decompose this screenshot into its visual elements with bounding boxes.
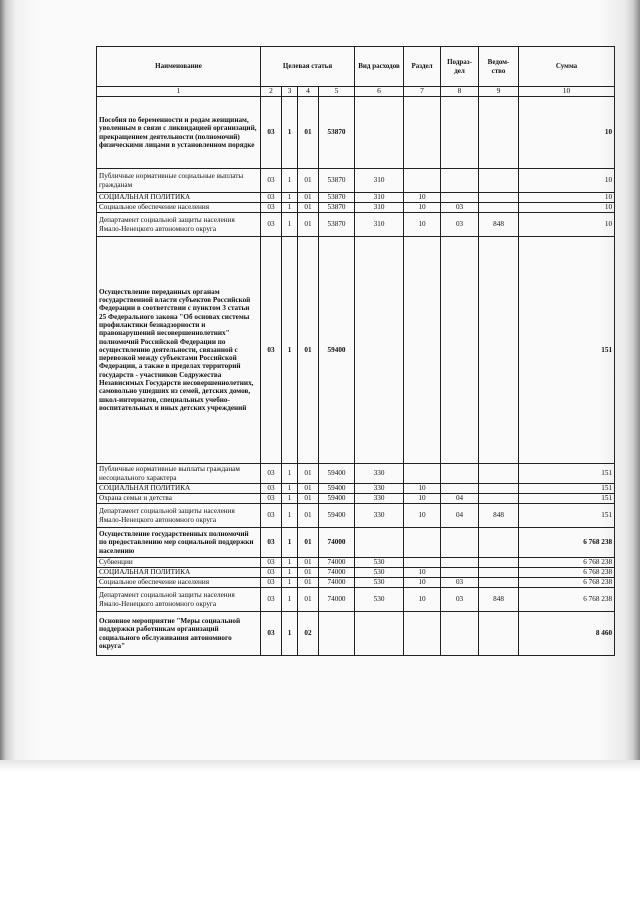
- table-row: [97, 528, 615, 558]
- cell-direction: 53870: [319, 97, 355, 169]
- cell-activity: 01: [298, 588, 319, 612]
- cell-expense-type: 330: [355, 504, 404, 528]
- cell-expense-type: 310: [355, 203, 404, 213]
- table-row: [97, 504, 615, 528]
- col-num: 8: [441, 87, 479, 97]
- col-num: 10: [519, 87, 615, 97]
- table-row: [97, 97, 615, 169]
- cell-subsection: [441, 169, 479, 193]
- cell-section: [404, 528, 441, 558]
- cell-direction: 53870: [319, 169, 355, 193]
- cell-expense-type: 530: [355, 558, 404, 568]
- cell-name: Департамент социальной защиты населения Ямало-Ненецкого автономного округа: [97, 504, 261, 528]
- cell-program: 03: [261, 484, 282, 494]
- cell-activity: 01: [298, 193, 319, 203]
- cell-name: Департамент социальной защиты населения Ямало-Ненецкого автономного округа: [97, 213, 261, 237]
- cell-sum: 10: [519, 213, 615, 237]
- cell-activity: 01: [298, 578, 319, 588]
- cell-activity: 01: [298, 568, 319, 578]
- cell-sum: 6 768 238: [519, 558, 615, 568]
- cell-subsection: [441, 97, 479, 169]
- cell-expense-type: 310: [355, 193, 404, 203]
- col-num: 5: [319, 87, 355, 97]
- cell-program: 03: [261, 558, 282, 568]
- cell-expense-type: [355, 97, 404, 169]
- header-section: Раздел: [404, 47, 441, 87]
- cell-department: [479, 528, 519, 558]
- cell-sum: 10: [519, 203, 615, 213]
- cell-activity: 01: [298, 558, 319, 568]
- cell-section: [404, 97, 441, 169]
- cell-program: 03: [261, 612, 282, 656]
- cell-direction: [319, 612, 355, 656]
- cell-subprogram: 1: [282, 528, 298, 558]
- col-num: 6: [355, 87, 404, 97]
- cell-sum: 6 768 238: [519, 568, 615, 578]
- table-row: [97, 484, 615, 494]
- table-row: [97, 612, 615, 656]
- cell-department: [479, 568, 519, 578]
- cell-activity: 01: [298, 494, 319, 504]
- cell-expense-type: 330: [355, 464, 404, 484]
- cell-program: 03: [261, 464, 282, 484]
- cell-program: 03: [261, 568, 282, 578]
- cell-sum: 151: [519, 494, 615, 504]
- cell-sum: 6 768 238: [519, 578, 615, 588]
- scan-edge: [0, 760, 640, 772]
- cell-subprogram: 1: [282, 558, 298, 568]
- cell-direction: 59400: [319, 237, 355, 464]
- cell-program: 03: [261, 578, 282, 588]
- table-row: [97, 494, 615, 504]
- cell-section: 10: [404, 588, 441, 612]
- cell-activity: 02: [298, 612, 319, 656]
- cell-subprogram: 1: [282, 213, 298, 237]
- cell-subprogram: 1: [282, 578, 298, 588]
- cell-activity: 01: [298, 464, 319, 484]
- cell-direction: 59400: [319, 464, 355, 484]
- cell-name: СОЦИАЛЬНАЯ ПОЛИТИКА: [97, 568, 261, 578]
- col-num: 1: [97, 87, 261, 97]
- cell-expense-type: [355, 528, 404, 558]
- cell-direction: 59400: [319, 484, 355, 494]
- cell-name: Департамент социальной защиты населения Ямало-Ненецкого автономного округа: [97, 588, 261, 612]
- cell-activity: 01: [298, 484, 319, 494]
- cell-section: [404, 558, 441, 568]
- cell-expense-type: 330: [355, 494, 404, 504]
- cell-subsection: [441, 237, 479, 464]
- cell-direction: 74000: [319, 528, 355, 558]
- cell-subprogram: 1: [282, 97, 298, 169]
- cell-program: 03: [261, 213, 282, 237]
- cell-direction: 53870: [319, 203, 355, 213]
- cell-subsection: 03: [441, 578, 479, 588]
- cell-subsection: [441, 464, 479, 484]
- cell-sum: 151: [519, 237, 615, 464]
- cell-activity: 01: [298, 528, 319, 558]
- col-num: 7: [404, 87, 441, 97]
- cell-department: [479, 578, 519, 588]
- table-row: [97, 464, 615, 484]
- col-num: 9: [479, 87, 519, 97]
- cell-sum: 6 768 238: [519, 528, 615, 558]
- cell-section: 10: [404, 484, 441, 494]
- cell-subprogram: 1: [282, 203, 298, 213]
- cell-name: Пособия по беременности и родам женщинам, уволенным в связи с ликвидацией организаций, прекращением деятельности (полномочий) физическими лицами в установленном порядке: [97, 97, 261, 169]
- cell-section: [404, 612, 441, 656]
- cell-sum: 10: [519, 97, 615, 169]
- cell-subprogram: 1: [282, 612, 298, 656]
- cell-expense-type: [355, 612, 404, 656]
- cell-direction: 74000: [319, 558, 355, 568]
- table-row: [97, 588, 615, 612]
- cell-subsection: 03: [441, 203, 479, 213]
- cell-expense-type: 310: [355, 169, 404, 193]
- cell-subsection: 04: [441, 494, 479, 504]
- cell-activity: 01: [298, 203, 319, 213]
- cell-subprogram: 1: [282, 193, 298, 203]
- cell-expense-type: 330: [355, 484, 404, 494]
- cell-direction: 53870: [319, 193, 355, 203]
- cell-expense-type: 530: [355, 568, 404, 578]
- cell-department: [479, 203, 519, 213]
- cell-sum: 10: [519, 193, 615, 203]
- cell-sum: 151: [519, 484, 615, 494]
- cell-subprogram: 1: [282, 464, 298, 484]
- column-number-row: [97, 87, 615, 97]
- cell-name: Осуществление переданных органам государственной власти субъектов Российской Федерации в соответствии с пунктом 3 статьи 25 Федерального закона "Об основах системы профилактики безнадзорности и правонарушений несовершеннолетних" полномочий Российской Федерации по осуществлению деятельности, связанной с перевозкой между субъектами Российской Федерации, а также в пределах территорий государств - участников Содружества Независимых Государств несовершеннолетних, самовольно ушедших из семей, детских домов, школ-интернатов, специальных учебно-воспитательных и иных детских учреждений: [97, 237, 261, 464]
- cell-activity: 01: [298, 213, 319, 237]
- cell-department: 848: [479, 588, 519, 612]
- cell-department: [479, 558, 519, 568]
- cell-activity: 01: [298, 504, 319, 528]
- cell-department: [479, 464, 519, 484]
- header-name: Наименование: [97, 47, 261, 87]
- cell-subprogram: 1: [282, 169, 298, 193]
- cell-program: 03: [261, 528, 282, 558]
- table-row: [97, 578, 615, 588]
- cell-subsection: [441, 568, 479, 578]
- cell-subsection: 03: [441, 213, 479, 237]
- table-row: [97, 568, 615, 578]
- col-num: 2: [261, 87, 282, 97]
- cell-name: Основное мероприятие "Меры социальной поддержки работникам организаций социального обслуживания автономного округа": [97, 612, 261, 656]
- cell-section: 10: [404, 494, 441, 504]
- cell-name: Социальное обеспечение населения: [97, 578, 261, 588]
- cell-department: [479, 484, 519, 494]
- cell-subsection: 04: [441, 504, 479, 528]
- cell-name: Субвенции: [97, 558, 261, 568]
- cell-subprogram: 1: [282, 484, 298, 494]
- cell-activity: 01: [298, 237, 319, 464]
- cell-section: [404, 464, 441, 484]
- header-sum: Сумма: [519, 47, 615, 87]
- cell-department: [479, 237, 519, 464]
- cell-direction: 74000: [319, 568, 355, 578]
- col-num: 3: [282, 87, 298, 97]
- cell-section: 10: [404, 568, 441, 578]
- cell-name: Охрана семьи и детства: [97, 494, 261, 504]
- col-num: 4: [298, 87, 319, 97]
- cell-name: Осуществление государственных полномочий по предоставлению мер социальной поддержки населению: [97, 528, 261, 558]
- cell-department: [479, 494, 519, 504]
- cell-sum: 8 460: [519, 612, 615, 656]
- cell-section: [404, 169, 441, 193]
- cell-subsection: 03: [441, 588, 479, 612]
- cell-department: [479, 97, 519, 169]
- cell-expense-type: [355, 237, 404, 464]
- cell-name: СОЦИАЛЬНАЯ ПОЛИТИКА: [97, 484, 261, 494]
- cell-program: 03: [261, 504, 282, 528]
- cell-subsection: [441, 484, 479, 494]
- table-header-row: [97, 47, 615, 87]
- cell-subprogram: 1: [282, 588, 298, 612]
- header-department: Ведом-ство: [479, 47, 519, 87]
- cell-name: СОЦИАЛЬНАЯ ПОЛИТИКА: [97, 193, 261, 203]
- cell-activity: 01: [298, 97, 319, 169]
- header-target: Целевая статья: [261, 47, 355, 87]
- table-row: [97, 169, 615, 193]
- cell-program: 03: [261, 169, 282, 193]
- cell-direction: 59400: [319, 494, 355, 504]
- cell-subsection: [441, 612, 479, 656]
- cell-section: 10: [404, 193, 441, 203]
- header-subsection: Подраз-дел: [441, 47, 479, 87]
- cell-sum: 151: [519, 504, 615, 528]
- cell-subprogram: 1: [282, 504, 298, 528]
- cell-name: Социальное обеспечение населения: [97, 203, 261, 213]
- cell-section: 10: [404, 213, 441, 237]
- header-expense-type: Вид расходов: [355, 47, 404, 87]
- cell-department: [479, 193, 519, 203]
- table-row: [97, 558, 615, 568]
- cell-section: 10: [404, 504, 441, 528]
- table-row: [97, 193, 615, 203]
- cell-program: 03: [261, 203, 282, 213]
- cell-activity: 01: [298, 169, 319, 193]
- cell-expense-type: 310: [355, 213, 404, 237]
- cell-section: 10: [404, 578, 441, 588]
- cell-direction: 53870: [319, 213, 355, 237]
- cell-section: 10: [404, 203, 441, 213]
- cell-program: 03: [261, 193, 282, 203]
- cell-subsection: [441, 558, 479, 568]
- table-row: [97, 237, 615, 464]
- cell-subsection: [441, 193, 479, 203]
- cell-expense-type: 530: [355, 588, 404, 612]
- cell-department: 848: [479, 504, 519, 528]
- cell-direction: 59400: [319, 504, 355, 528]
- table-row: [97, 203, 615, 213]
- cell-sum: 151: [519, 464, 615, 484]
- cell-subprogram: 1: [282, 494, 298, 504]
- cell-program: 03: [261, 97, 282, 169]
- cell-sum: 10: [519, 169, 615, 193]
- cell-direction: 74000: [319, 578, 355, 588]
- cell-section: [404, 237, 441, 464]
- cell-department: [479, 612, 519, 656]
- cell-subprogram: 1: [282, 237, 298, 464]
- cell-department: 848: [479, 213, 519, 237]
- budget-table: [96, 46, 615, 656]
- cell-direction: 74000: [319, 588, 355, 612]
- cell-program: 03: [261, 588, 282, 612]
- cell-expense-type: 530: [355, 578, 404, 588]
- cell-program: 03: [261, 494, 282, 504]
- cell-department: [479, 169, 519, 193]
- cell-name: Публичные нормативные социальные выплаты гражданам: [97, 169, 261, 193]
- cell-program: 03: [261, 237, 282, 464]
- table-row: [97, 213, 615, 237]
- cell-subsection: [441, 528, 479, 558]
- cell-subprogram: 1: [282, 568, 298, 578]
- cell-sum: 6 768 238: [519, 588, 615, 612]
- cell-name: Публичные нормативные выплаты гражданам несоциального характера: [97, 464, 261, 484]
